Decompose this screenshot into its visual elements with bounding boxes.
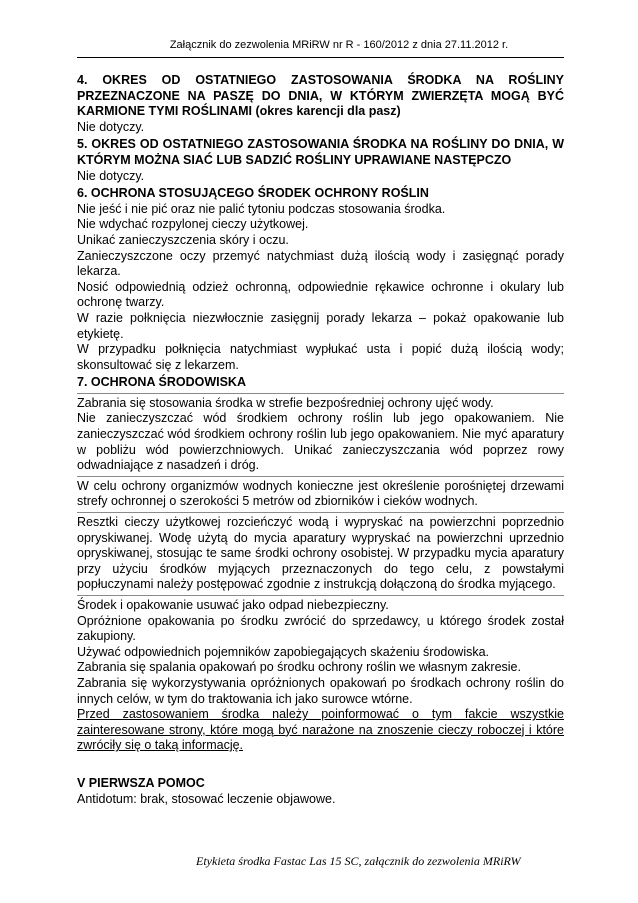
section-6-line: Zanieczyszczone oczy przemyć natychmiast dużą ilością wody i zasięgnąć porady lekarza. [77, 248, 564, 279]
section-v-heading: V PIERWSZA POMOC [77, 775, 205, 790]
underlined-notice: Przed zastosowaniem środka należy poinformować o tym fakcie wszystkie zainteresowane strony, które mogą być narażone na znoszenie cieczy roboczej i które zwróciły się o taką informację. [77, 707, 564, 753]
paragraph-text: Zabrania się spalania opakowań po środku ochrony roślin we własnym zakresie. [77, 660, 521, 675]
paragraph-text: Opróżnione opakowania po środku zwrócić do sprzedawcy, u którego środek został zakupiony. [77, 613, 564, 644]
paragraph-text: Zabrania się wykorzystywania opróżnionych opakowań po środkach ochrony roślin do innych celów, w tym do traktowania ich jako surowce wtórne. [77, 675, 564, 706]
section-6 [77, 186, 564, 373]
paragraph-text: Używać odpowiednich pojemników zapobiegających skażeniu środowiska. [77, 644, 490, 659]
section-6-line: Nie wdychać rozpylonej cieczy użytkowej. [77, 217, 309, 232]
section-7-paragraph [77, 393, 564, 474]
section-6-line: Unikać zanieczyszczenia skóry i oczu. [77, 232, 289, 247]
section-7-paragraph [77, 595, 564, 754]
section-7-paragraph [77, 476, 564, 510]
paragraph-text: Nie zanieczyszczać wód środkiem ochrony roślin lub jego opakowaniem. Nie zanieczyszczać wód środkiem ochrony roślin lub jego opakowaniem. Nie myć aparatury w pobliżu wód powierzchniowych. Unikać zanieczyszczania wód poprzez rowy odwadniające z nasadzeń i dróg. [77, 411, 564, 473]
section-5-text: Nie dotyczy. [77, 168, 145, 183]
document-body [77, 71, 564, 807]
section-v-text: Antidotum: brak, stosować leczenie objawowe. [77, 791, 336, 806]
page-header: Załącznik do zezwolenia MRiRW nr R - 160/2012 z dnia 27.11.2012 r. [169, 39, 509, 51]
paragraph-text: Resztki cieczy użytkowej rozcieńczyć wodą i wypryskać na powierzchni poprzednio opryskiwanej. Wodę użytą do mycia aparatury wypryskać na powierzchni uprzednio opryskiwanej, stosując te same środki ochrony osobistej. W przypadku mycia aparatury przy użyciu środków myjących przeznaczonych do tego celu, z powstałymi popłuczynami należy postępować zgodnie z instrukcją dołączoną do środka myjącego. [77, 515, 564, 592]
section-6-line: W przypadku połknięcia natychmiast wypłukać usta i popić dużą ilością wody; skonsultować się z lekarzem. [77, 342, 564, 372]
section-7 [77, 375, 564, 754]
section-5 [77, 137, 564, 184]
paragraph-text: W celu ochrony organizmów wodnych konieczne jest określenie porośniętej drzewami strefy ochronnej o szerokości 5 metrów od zbiorników i cieków wodnych. [77, 478, 564, 509]
section-v [77, 776, 564, 807]
section-5-heading: 5. OKRES OD OSTATNIEGO ZASTOSOWANIA ŚRODKA NA ROŚLINY DO DNIA, W KTÓRYM MOŻNA SIAĆ LUB SADZIĆ ROŚLINY UPRAWIANE NASTĘPCZO [77, 137, 564, 167]
section-6-line: W razie połknięcia niezwłocznie zasięgnij porady lekarza – pokaż opakowanie lub etykietę. [77, 310, 564, 341]
section-4 [77, 73, 564, 135]
section-4-text: Nie dotyczy. [77, 119, 145, 134]
section-6-line: Nie jeść i nie pić oraz nie palić tytoniu podczas stosowania środka. [77, 201, 446, 216]
paragraph-text: Środek i opakowanie usuwać jako odpad niebezpieczny. [77, 598, 389, 612]
section-6-line: Nosić odpowiednią odzież ochronną, odpowiednie rękawice ochronne i okulary lub ochronę twarzy. [77, 279, 564, 310]
section-4-heading: 4. OKRES OD OSTATNIEGO ZASTOSOWANIA ŚRODKA NA ROŚLINY PRZEZNACZONE NA PASZĘ DO DNIA, W KTÓRYM ZWIERZĘTA MOGĄ BYĆ KARMIONE TYMI ROŚLINAMI (okres karencji dla pasz) [77, 73, 564, 119]
page-footer: Etykieta środka Fastac Las 15 SC, załącznik do zezwolenia MRiRW [196, 854, 521, 868]
section-6-heading: 6. OCHRONA STOSUJĄCEGO ŚRODEK OCHRONY ROŚLIN [77, 186, 429, 201]
section-7-paragraph [77, 512, 564, 593]
header-divider [77, 57, 564, 58]
section-7-heading: 7. OCHRONA ŚRODOWISKA [77, 375, 246, 390]
paragraph-text: Zabrania się stosowania środka w strefie bezpośredniej ochrony ujęć wody. [77, 395, 494, 410]
